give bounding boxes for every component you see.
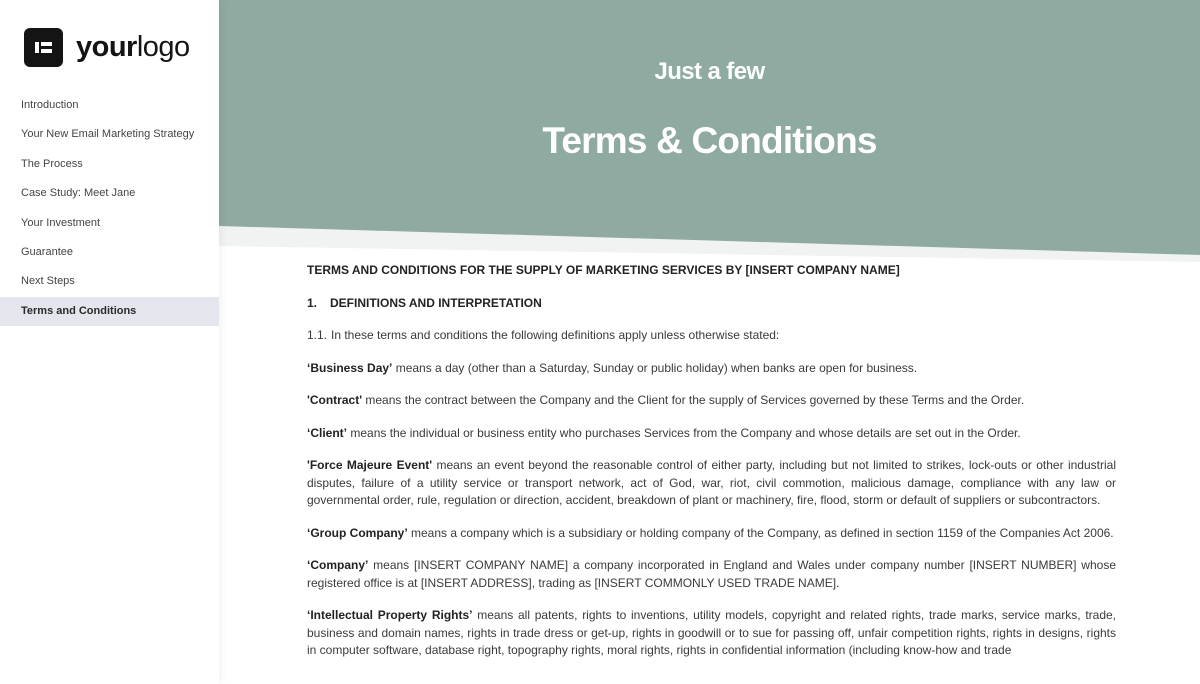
logo-text-light: logo xyxy=(136,31,190,63)
definition-company xyxy=(307,557,1116,592)
logo-text-bold: your xyxy=(76,31,137,63)
definition-text: means [INSERT COMPANY NAME] a company incorporated in England and Wales under company number [INSERT NUMBER] whose registered office is at [INSERT ADDRESS], trading as [INSERT COMMONLY USED TRADE NAME]. xyxy=(307,558,1116,590)
sidebar-item-email-marketing-strategy[interactable]: Your New Email Marketing Strategy xyxy=(21,128,195,141)
terms-document xyxy=(307,262,1116,675)
definition-text: means all patents, rights to inventions, utility models, copyright and related rights, trade marks, service marks, trade, business and domain names, rights in trade dress or get-up, rights in goodwill or to sue for passing off, unfair competition rights, rights in designs, rights in computer software, database right, topography rights, moral rights, rights in confidential information (including know-how and trade xyxy=(307,608,1116,657)
definition-force-majeure xyxy=(307,457,1116,510)
clause xyxy=(307,327,1116,345)
logo[interactable] xyxy=(24,28,190,67)
section-label: DEFINITIONS AND INTERPRETATION xyxy=(330,295,542,310)
clause-text: In these terms and conditions the following definitions apply unless otherwise stated: xyxy=(331,328,780,342)
main-content xyxy=(219,0,1200,684)
definition-term: 'Contract' xyxy=(307,393,363,407)
hero-subtitle: Just a few xyxy=(654,58,765,85)
definition-term: ‘Group Company’ xyxy=(307,525,408,540)
definition-contract xyxy=(307,392,1116,410)
definition-text: means an event beyond the reasonable control of either party, including but not limited to strikes, lock-outs or other industrial disputes, failure of a utility service or transport network, act of God, war, riot, civil commotion, malicious damage, compliance with any law or governmental order, rule, regulation or direction, accident, breakdown of plant or machinery, fire, flood, storm or default of suppliers or subcontractors. xyxy=(307,458,1116,507)
clause-number: 1.1. xyxy=(307,328,328,342)
sidebar-item-introduction[interactable]: Introduction xyxy=(21,99,79,111)
logo-mark-icon xyxy=(24,28,63,67)
sidebar-item-guarantee[interactable]: Guarantee xyxy=(21,245,73,258)
sidebar-item-terms-and-conditions[interactable]: Terms and Conditions xyxy=(0,297,219,326)
definition-text: means a company which is a subsidiary or holding company of the Company, as defined in section 1159 of the Companies Act 2006. xyxy=(407,525,1114,540)
definition-group-company xyxy=(307,525,1116,543)
definition-intellectual-property-rights xyxy=(307,607,1116,660)
definition-text: means the contract between the Company and the Client for the supply of Services governed by these Terms and the Order. xyxy=(362,393,1025,407)
page-title: Terms & Conditions xyxy=(542,120,877,161)
section-number: 1. xyxy=(307,295,318,310)
sidebar-item-next-steps[interactable]: Next Steps xyxy=(21,275,75,288)
definition-client xyxy=(307,425,1116,443)
section-heading xyxy=(307,295,1116,313)
definition-term: ‘Client’ xyxy=(307,425,348,440)
definition-term: 'Force Majeure Event' xyxy=(307,458,433,472)
sidebar-item-your-investment[interactable]: Your Investment xyxy=(21,216,101,229)
logo-text xyxy=(76,33,190,62)
sidebar-item-case-study[interactable]: Case Study: Meet Jane xyxy=(21,187,136,200)
definition-term: ‘Intellectual Property Rights’ xyxy=(307,608,473,622)
sidebar-item-the-process[interactable]: The Process xyxy=(21,157,83,170)
definition-business-day xyxy=(307,360,1116,378)
sidebar-nav xyxy=(0,91,219,326)
document-title: TERMS AND CONDITIONS FOR THE SUPPLY OF MARKETING SERVICES BY [INSERT COMPANY NAME] xyxy=(307,263,900,277)
definition-term: ‘Company’ xyxy=(307,558,369,572)
sidebar xyxy=(0,0,219,684)
definition-text: means the individual or business entity who purchases Services from the Company and whose details are set out in the Order. xyxy=(347,425,1021,440)
definition-text: means a day (other than a Saturday, Sunday or public holiday) when banks are open for business. xyxy=(392,360,918,375)
definition-term: ‘Business Day’ xyxy=(307,360,393,375)
